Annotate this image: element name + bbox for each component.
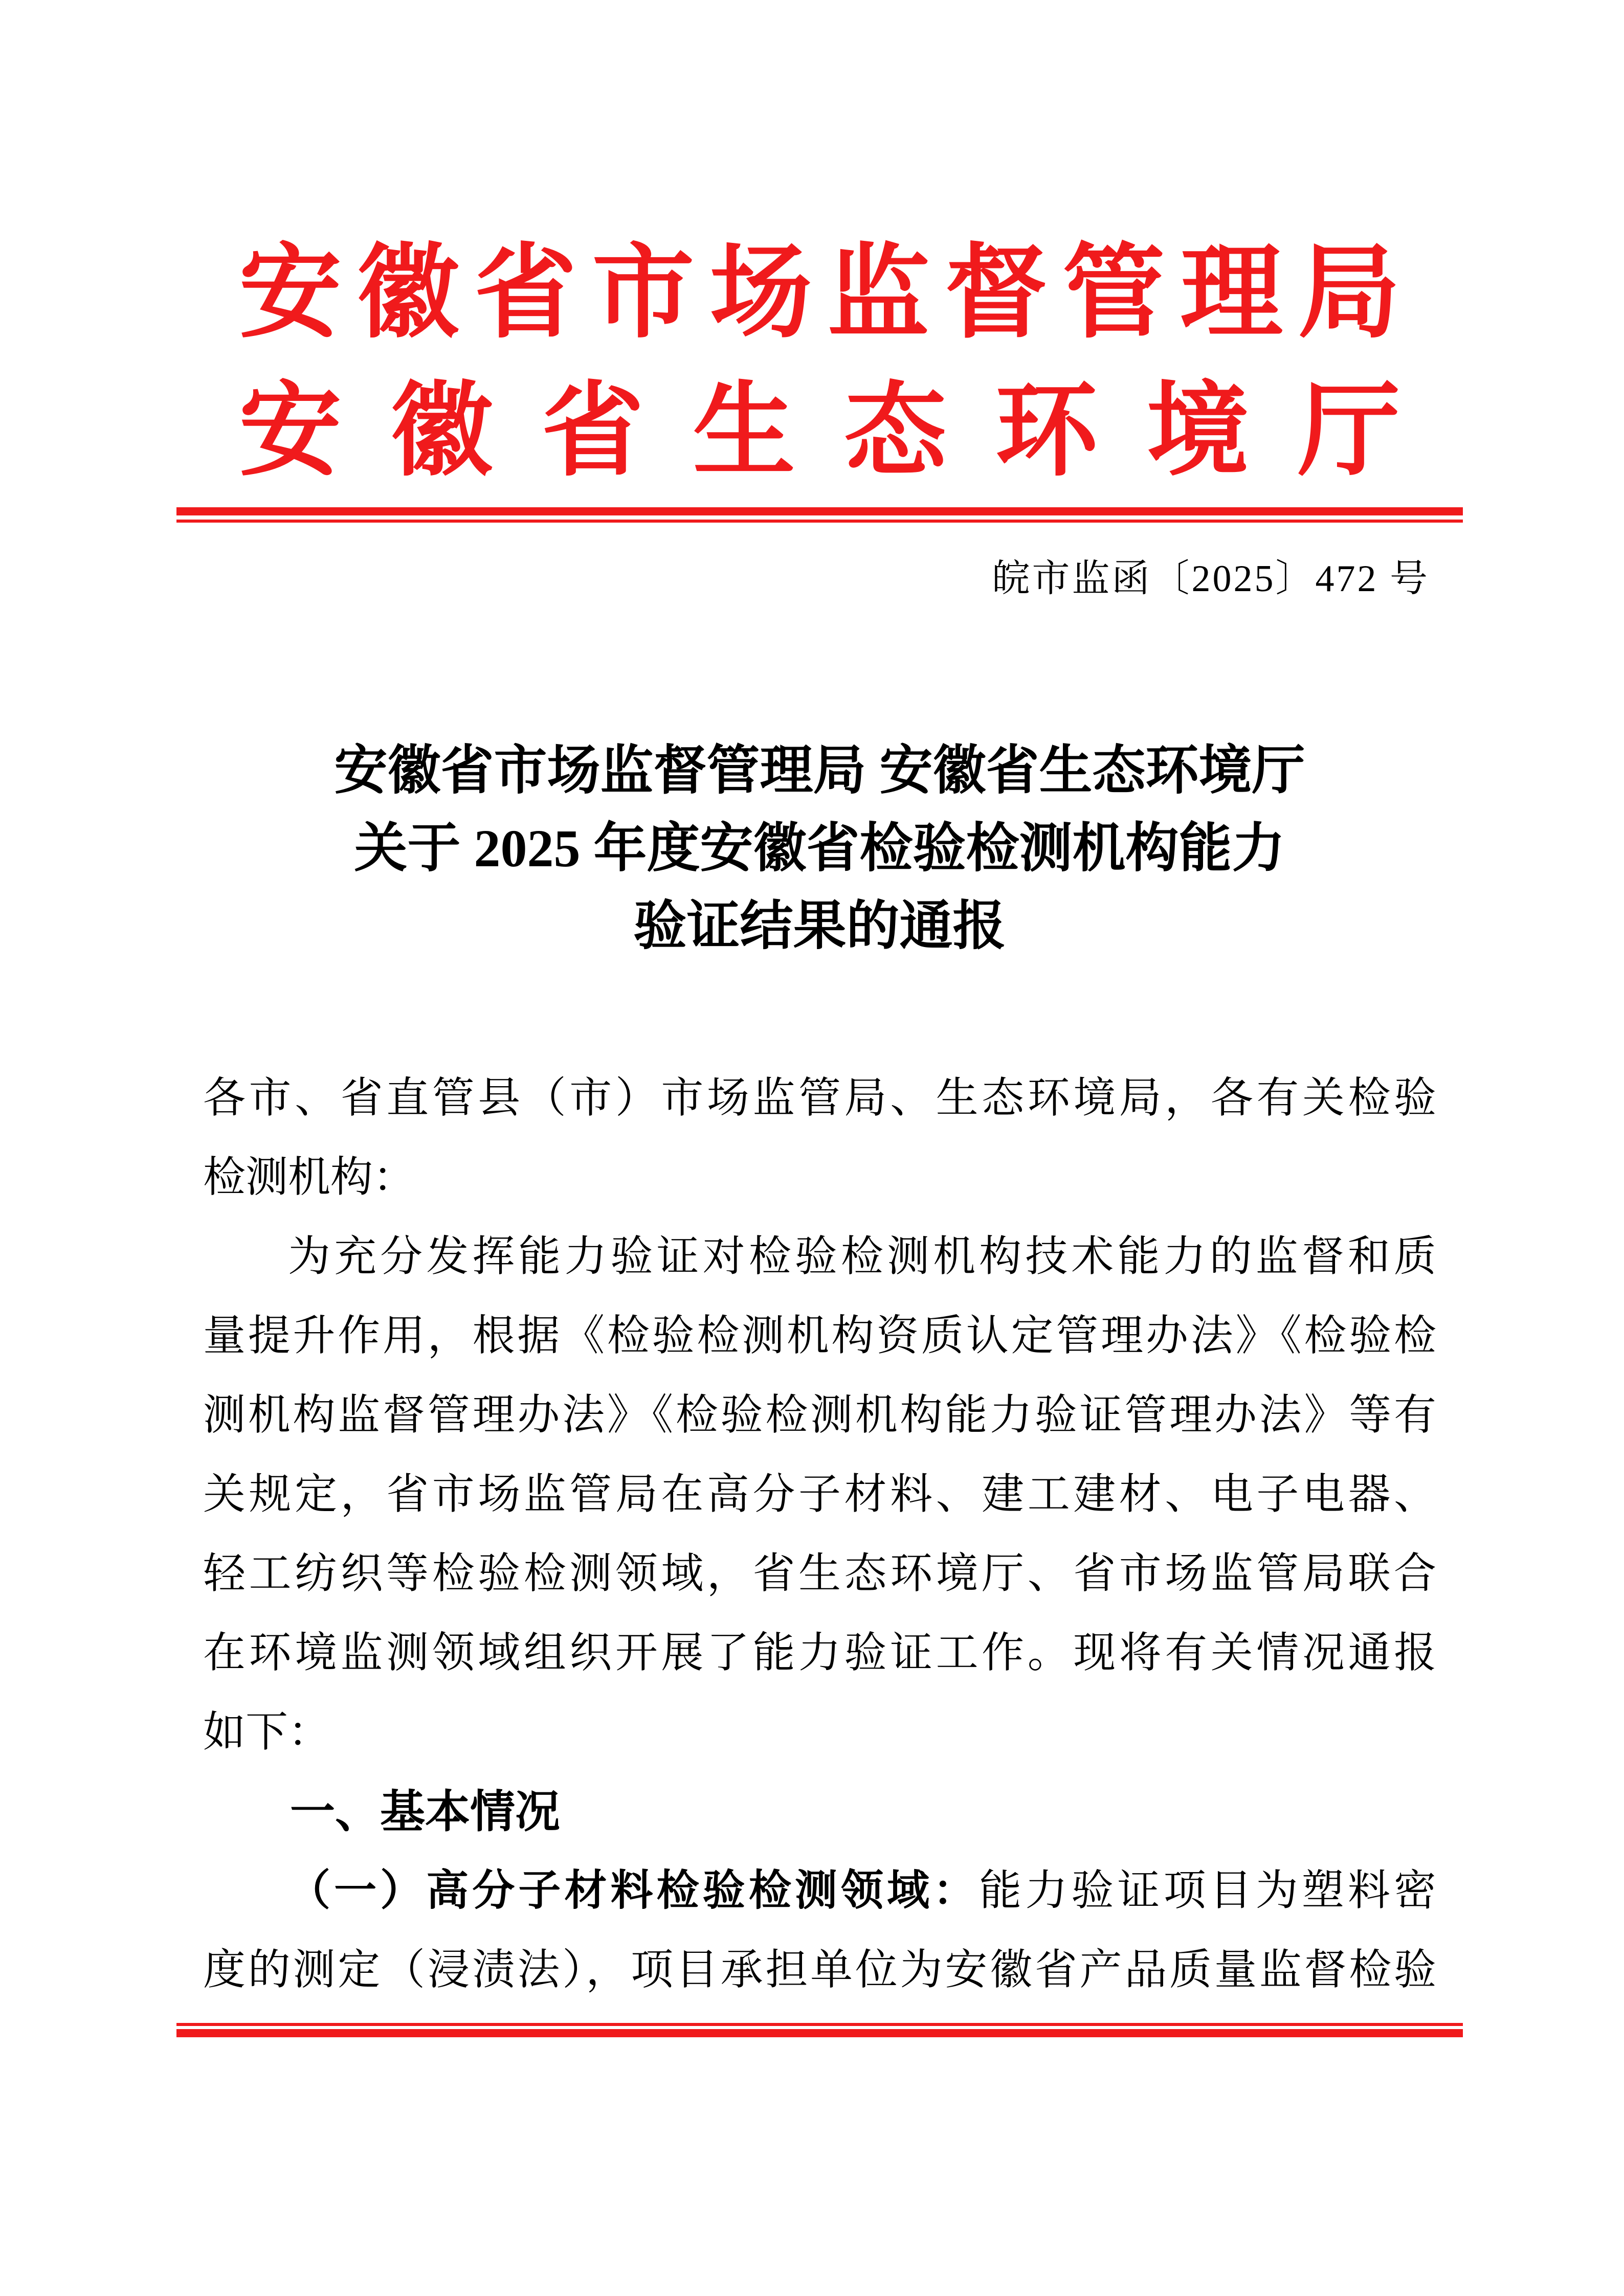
content-column: [176, 0, 1463, 2037]
document-number: 皖市监函〔2025〕472 号: [992, 558, 1430, 600]
org-name-line-2: 安 徽 省 生 态 环 境 厅: [239, 375, 1400, 488]
document-title: [176, 732, 1463, 965]
body-line: 量提升作用，根据《检验检测机构资质认定管理办法》《检验检: [203, 1312, 1436, 1359]
item-lead-label: （一）高分子材料检验检测领域：: [288, 1867, 980, 1914]
body-line: 度的测定（浸渍法），项目承担单位为安徽省产品质量监督检验: [203, 1946, 1436, 1993]
body-line: 如下：: [203, 1708, 330, 1755]
body-line: 测机构监督管理办法》《检验检测机构能力验证管理办法》等有: [203, 1391, 1436, 1438]
title-line-1: 安徽省市场监督管理局 安徽省生态环境厅: [334, 741, 1305, 800]
body-line: 为充分发挥能力验证对检验检测机构技术能力的监督和质: [288, 1233, 1436, 1280]
red-rule-thick-bottom: [176, 2029, 1463, 2037]
org-name-line-1: 安徽省市场监督管理局: [239, 237, 1400, 350]
item-lead-rest: 能力验证项目为塑料密: [979, 1867, 1436, 1914]
body-line: 在环境监测领域组织开展了能力验证工作。现将有关情况通报: [203, 1629, 1436, 1676]
body-line: [203, 1851, 1436, 1930]
section-heading: 一、基本情况: [290, 1786, 561, 1837]
body-line: 关规定，省市场监管局在高分子材料、建工建材、电子电器、: [203, 1471, 1436, 1518]
red-rule-thick-top: [176, 507, 1463, 515]
body-text: [176, 1059, 1463, 2010]
red-rule-thin-bottom: [176, 2023, 1463, 2026]
title-line-3: 验证结果的通报: [633, 897, 1006, 956]
title-line-2: 关于 2025 年度安徽省检验检测机构能力: [354, 819, 1285, 878]
letterhead: [176, 0, 1463, 599]
body-line: 各市、省直管县（市）市场监管局、生态环境局，各有关检验: [203, 1074, 1436, 1121]
red-rule-thin-top: [176, 520, 1463, 523]
body-line: 检测机构：: [203, 1154, 415, 1201]
body-line: 轻工纺织等检验检测领域，省生态环境厅、省市场监管局联合: [203, 1550, 1436, 1597]
